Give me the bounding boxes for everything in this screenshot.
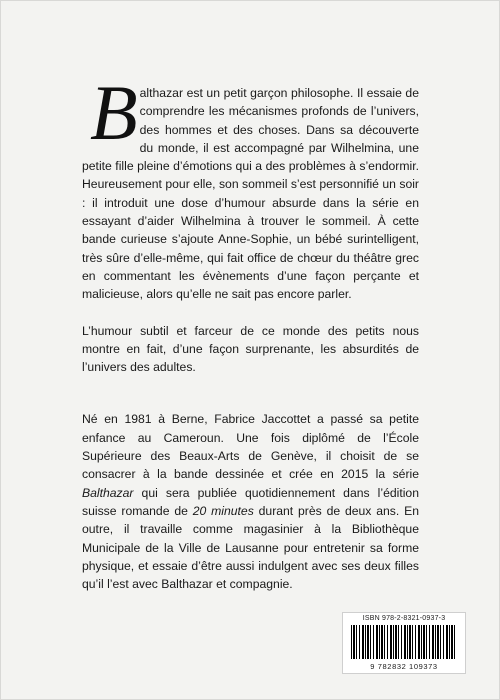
- author-bio: [82, 410, 419, 593]
- back-cover-text: [82, 69, 419, 593]
- barcode-number: 9 782832 109373: [370, 662, 438, 671]
- barcode-icon: [351, 625, 457, 659]
- drop-cap: B: [90, 69, 138, 156]
- synopsis-paragraph: [82, 69, 419, 304]
- humor-paragraph: L’humour subtil et farceur de ce monde des petits nous montre en fait, d’une façon surprenante, les absurdités de l’univers des adultes.: [82, 323, 419, 375]
- synopsis-text: althazar est un petit garçon philosophe. Il essaie de comprendre les mécanismes profonds de l’univers, des hommes et des choses. Dans sa découverte du monde, il est accompagné par Wilhelmina, une petite fille pleine d’émotions qui a des problèmes à s’endormir. Heureusement pour elle, son sommeil s’est personnifié un soir : il introduit une dose d’humour absurde dans la série en essayant d’aider Wilhelmina à trouver le sommeil. À cette bande curieuse s’ajoute Anne-Sophie, un bébé surintelligent, très sûre d’elle-même, qui fait office de chœur du théâtre grec en commentant les évènements d’une façon perçante et malicieuse, alors qu’elle ne sait pas encore parler.: [82, 86, 419, 302]
- bio-part2: qui sera publiée quotidiennement dans l’édition suisse romande de: [82, 485, 419, 518]
- bio-part1: Né en 1981 à Berne, Fabrice Jaccottet a passé sa petite enfance au Cameroun. Une fois diplômé de l’École Supérieure des Beaux-Arts de Genève, il choisit de se consacrer à la bande dessinée et crée en 2015 la série: [82, 412, 419, 482]
- barcode-label: [342, 612, 466, 674]
- newspaper-title: 20 minutes: [192, 503, 254, 518]
- series-title: Balthazar: [82, 485, 134, 500]
- isbn-text: ISBN 978-2-8321-0937-3: [362, 615, 446, 622]
- bio-part3: durant près de deux ans. En outre, il travaille comme magasinier à la Bibliothèque Municipale de la Ville de Lausanne pour entretenir sa forme physique, et essaie d’être aussi indulgent avec ses deux filles qu’il l’est avec Balthazar et compagnie.: [82, 503, 419, 592]
